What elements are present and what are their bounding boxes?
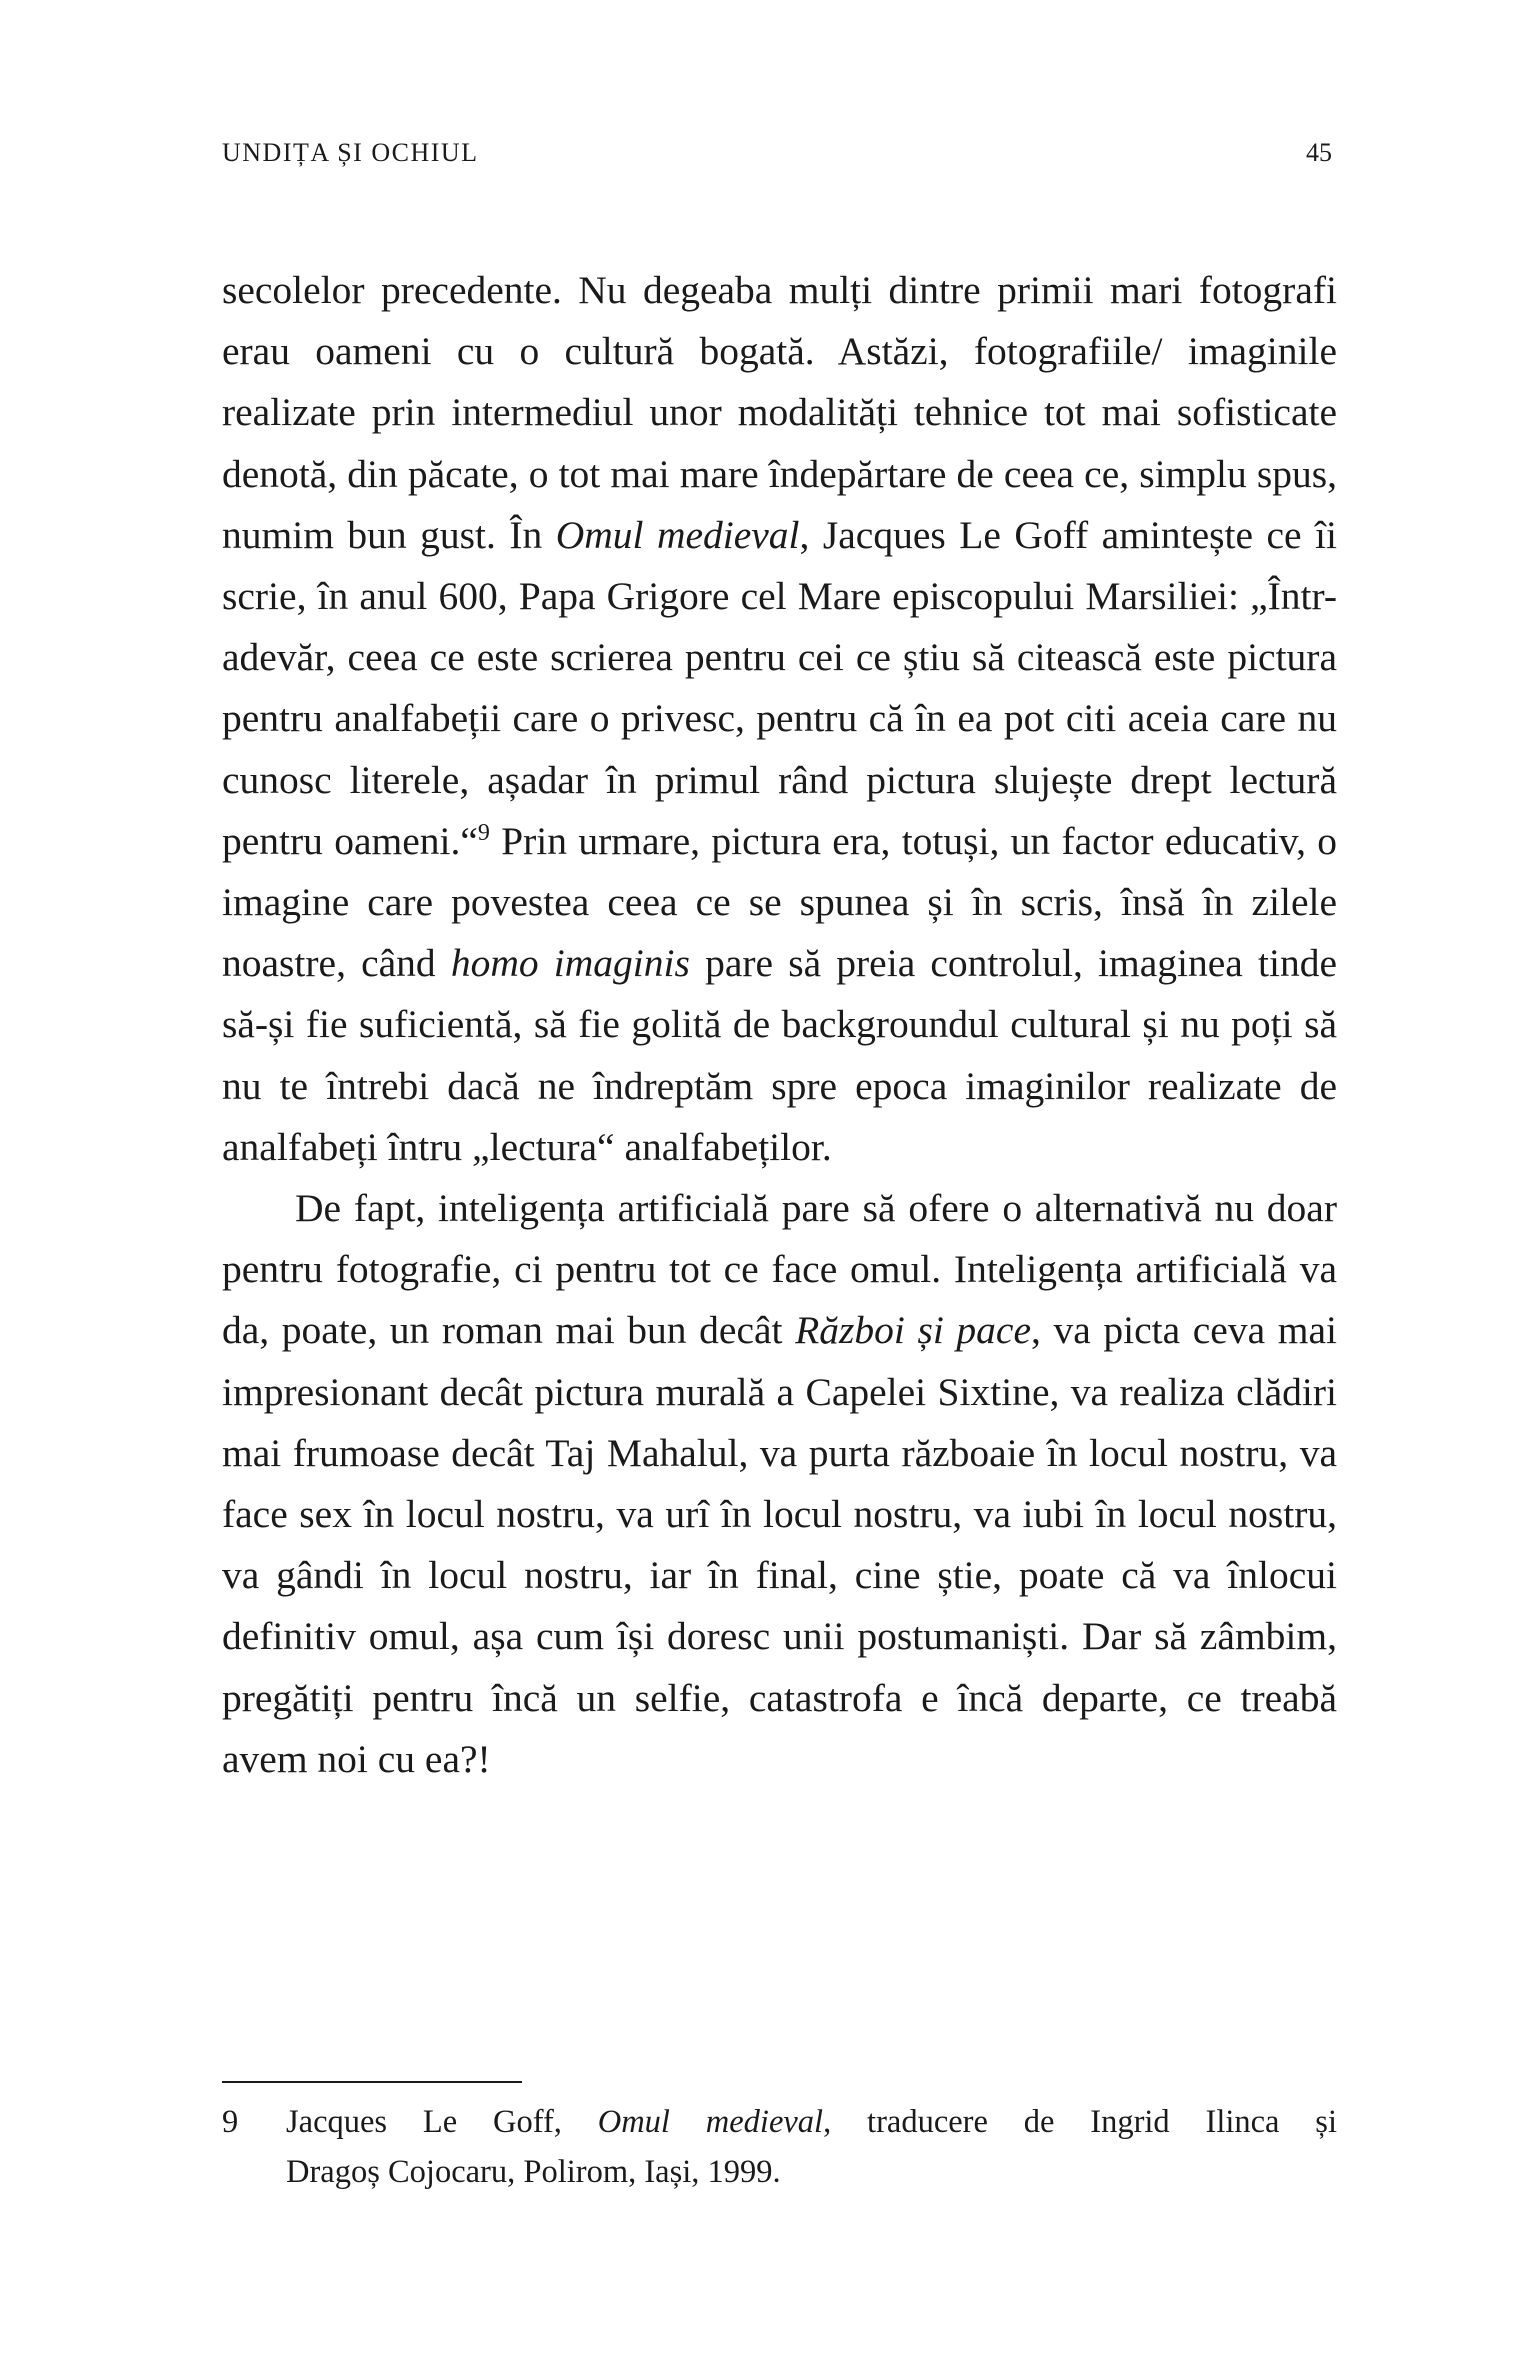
footnote-number: 9 (222, 2104, 239, 2140)
paragraph-1 (222, 260, 1337, 1178)
paragraph-2-text-b: , va picta ceva mai impresionant decât pictura murală a Capelei Sixtine, va realiza clădiri mai frumoase decât Taj Mahalul, va purta războaie în locul nostru, va face sex în locul nostru, va urî în locul nostru, va iubi în locul nostru, va gândi în locul nostru, iar în final, cine știe, poate că va înlocui definitiv omul, așa cum își doresc unii postumaniști. Dar să zâmbim, pregătiți pentru încă un selfie, catastrofa e încă departe, ce treabă avem noi cu ea?! (222, 1308, 1337, 1781)
book-title-omul-medieval: Omul medieval (555, 512, 800, 557)
paragraph-2-text-a: De fapt, inteligența artificială pare să ofere o alternativă nu doar pentru fotografie, ci pentru tot ce face omul. Inteligența artificială va da, poate, un roman mai bun decât (222, 1186, 1337, 1353)
main-text (222, 260, 1337, 1790)
footnote-details-2: Dragoș Cojocaru, Polirom, Iași, 1999. (286, 2154, 781, 2190)
paragraph-2 (222, 1178, 1337, 1790)
footnote (222, 2097, 1337, 2197)
paragraph-1-text-d: pare să preia controlul, imaginea tinde să-și fie suficientă, să fie golită de backgroundul cultural și nu poți să nu te întrebi dacă ne îndreptăm spre epoca imaginilor realizate de analfabeți întru „lectura“ analfabeților. (222, 941, 1337, 1169)
page-number: 45 (1306, 138, 1332, 167)
book-title-razboi-si-pace: Război și pace (795, 1308, 1031, 1353)
paragraph-1-text-c: Prin urmare, pictura era, totuși, un factor educativ, o imagine care povestea ceea ce se spunea și în scris, însă în zilele noastre, când (222, 818, 1337, 986)
footnote-details-1: , traducere de Ingrid Ilinca și (823, 2104, 1337, 2140)
footnote-divider (222, 2081, 522, 2083)
footnote-line-1 (286, 2097, 1337, 2147)
footnote-author: Jacques Le Goff, (286, 2104, 598, 2140)
term-homo-imaginis: homo imaginis (450, 941, 690, 986)
footnote-text (286, 2097, 1337, 2197)
paragraph-1-text-b: , Jacques Le Goff amintește ce îi scrie, în anul 600, Papa Grigore cel Mare episcopului Marsiliei: „Într-adevăr, ceea ce este scrierea pentru cei ce știu să citească este pictura pentru analfabeții care o privesc, pentru că în ea pot citi aceia care nu cunosc literele, așadar în primul rând pictura slujește drept lectură pentru oameni.“ (222, 512, 1337, 863)
running-title: UNDIȚA ȘI OCHIUL (222, 138, 479, 167)
footnote-book-title: Omul medieval (597, 2104, 824, 2140)
footnote-reference[interactable]: 9 (477, 819, 490, 846)
paragraph-1-text-a: secolelor precedente. Nu degeaba mulți dintre primii mari fotografi erau oameni cu o cultură bogată. Astăzi, fotografiile/ imaginile realizate prin intermediul unor modalități tehnice tot mai sofisticate denotă, din păcate, o tot mai mare îndepărtare de ceea ce, simplu spus, numim bun gust. În (222, 268, 1337, 557)
